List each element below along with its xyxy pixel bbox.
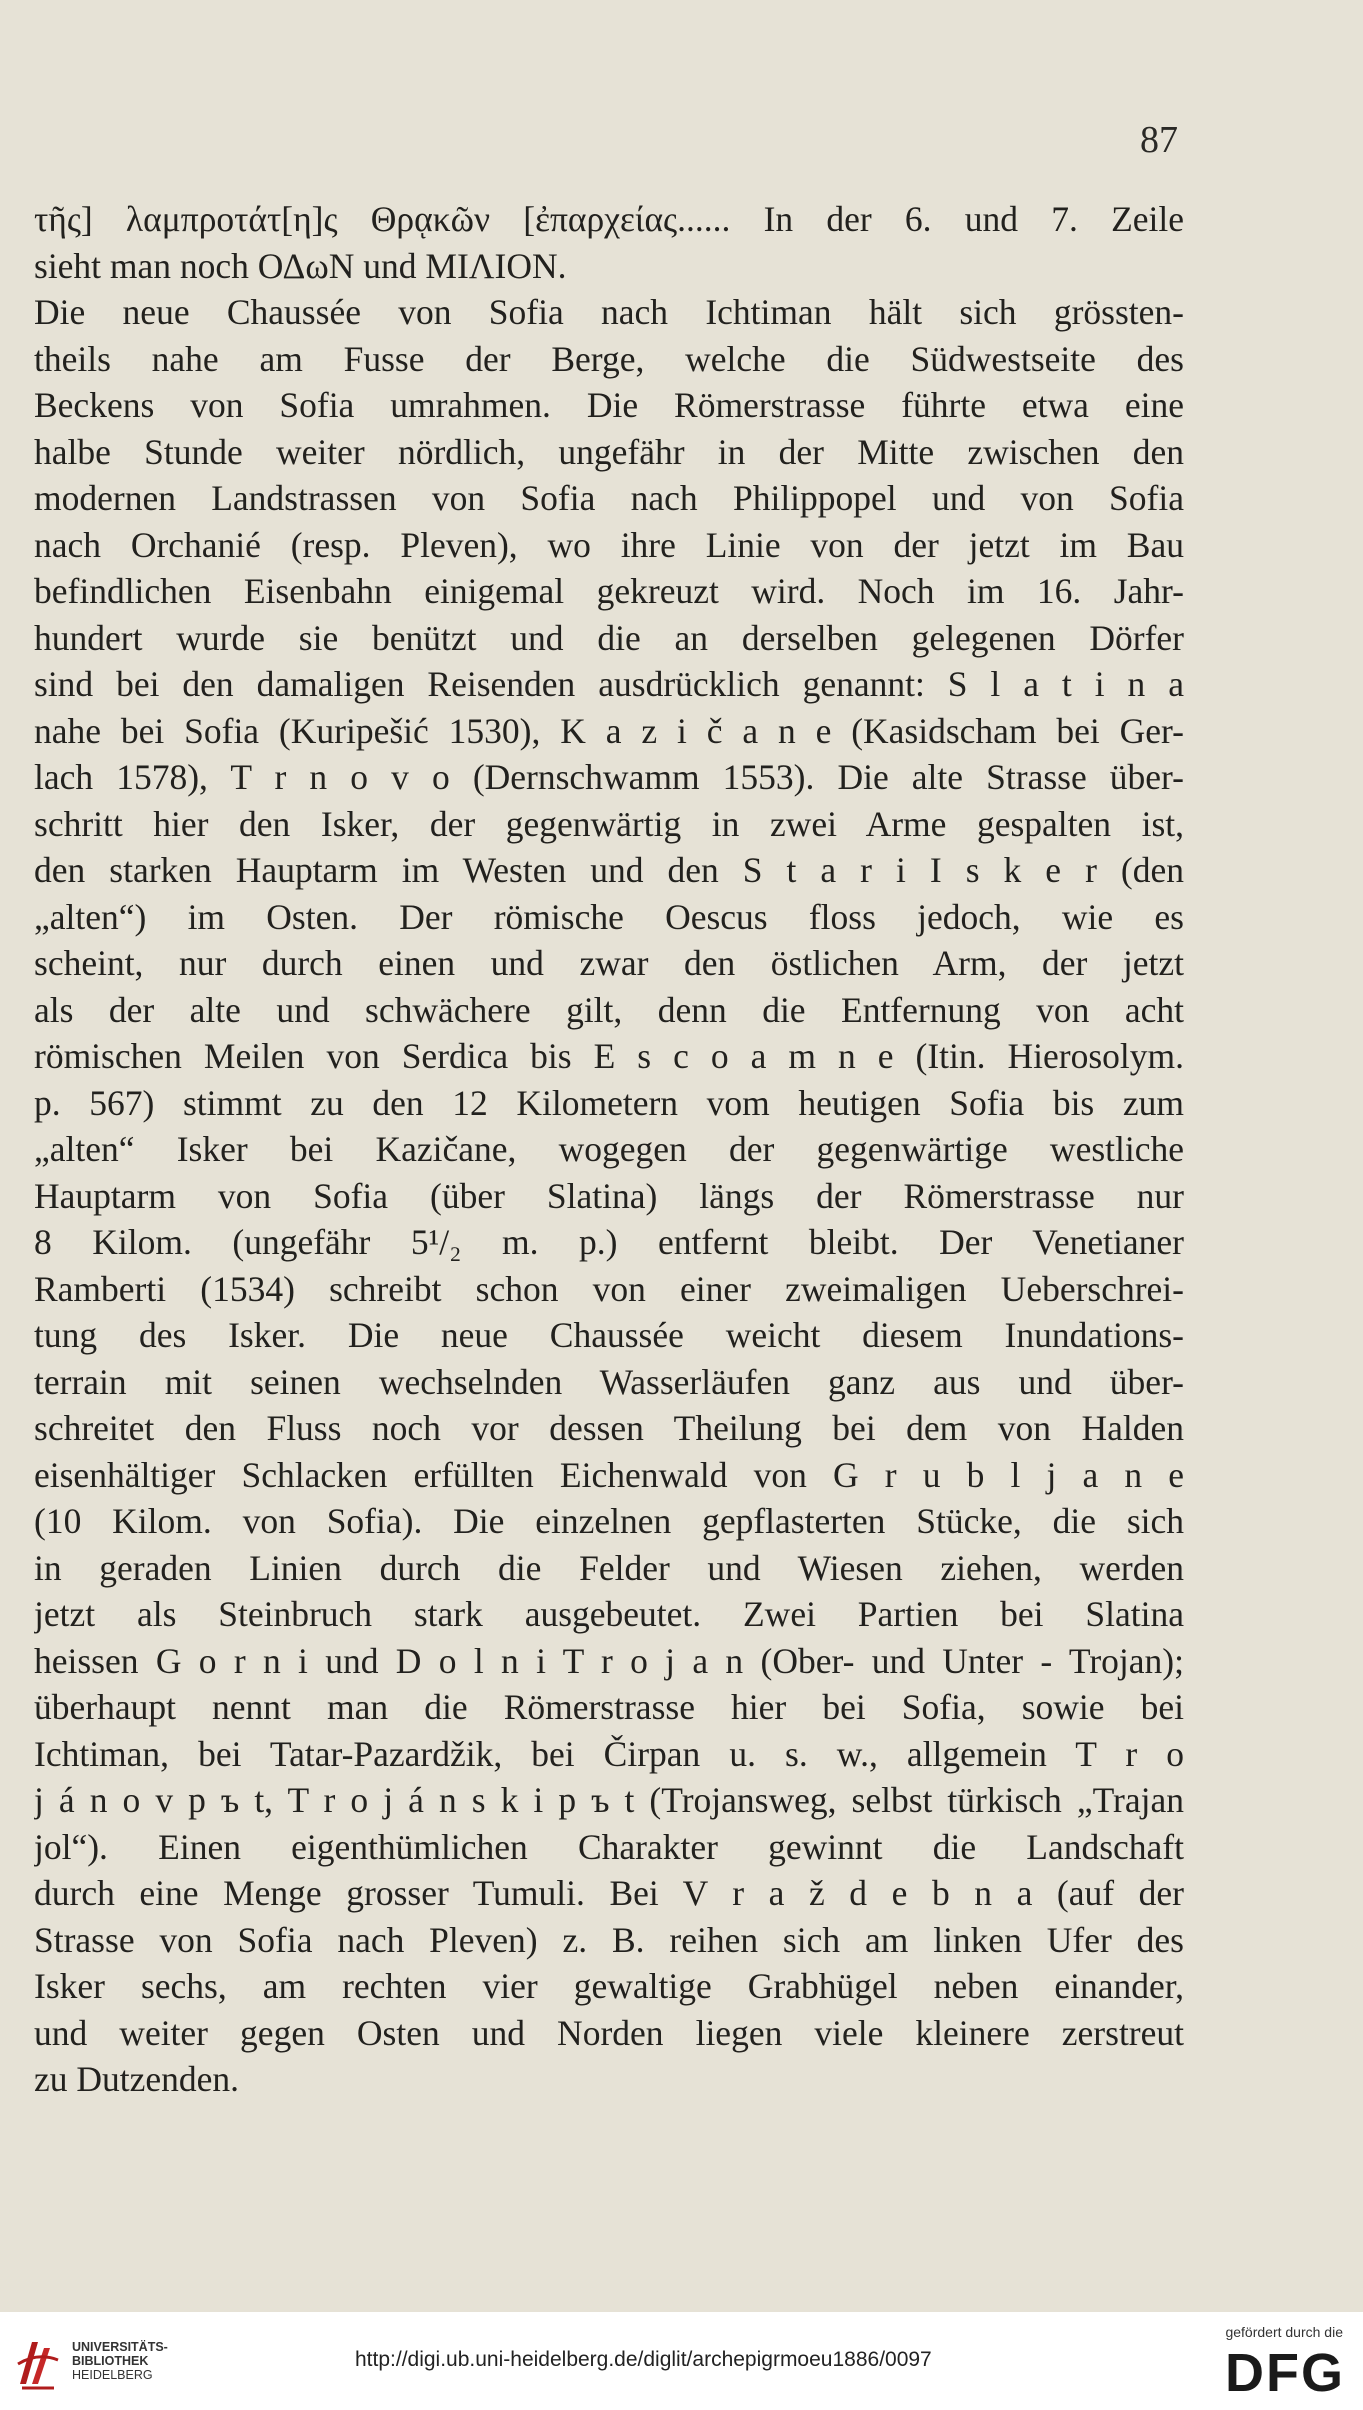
text-line: überhaupt nennt man die Römerstrasse hier bei Sofia, sowie bei <box>34 1687 1184 1727</box>
text-line: römischen Meilen von Serdica bis E s c o a m n e (Itin. Hierosolym. <box>34 1036 1184 1076</box>
text-line: Beckens von Sofia umrahmen. Die Römerstrasse führte etwa eine <box>34 385 1184 425</box>
text-line: schreitet den Fluss noch vor dessen Theilung bei dem von Halden <box>34 1408 1184 1448</box>
text-line: (10 Kilom. von Sofia). Die einzelnen gepflasterten Stücke, die sich <box>34 1501 1184 1541</box>
text-line: „alten“) im Osten. Der römische Oescus floss jedoch, wie es <box>34 896 1184 937</box>
text-line: als der alte und schwächere gilt, denn die Entfernung von acht <box>34 989 1184 1030</box>
viewer-footer <box>0 2312 1363 2410</box>
library-name-line: UNIVERSITÄTS- <box>72 2340 168 2354</box>
university-library-name <box>72 2340 168 2382</box>
text-line: Isker sechs, am rechten vier gewaltige Grabhügel neben einander, <box>34 1966 1184 2006</box>
text-line: sind bei den damaligen Reisenden ausdrücklich genannt: S l a t i n a <box>34 664 1184 704</box>
text-line: jetzt als Steinbruch stark ausgebeutet. Zwei Partien bei Slatina <box>34 1594 1184 1634</box>
text-line: den starken Hauptarm im Westen und den S t a r i I s k e r (den <box>34 850 1184 890</box>
text-line: jol“). Einen eigenthümlichen Charakter gewinnt die Landschaft <box>34 1826 1184 1867</box>
page-number: 87 <box>1140 119 1178 161</box>
text-line: Hauptarm von Sofia (über Slatina) längs der Römerstrasse nur <box>34 1175 1184 1216</box>
text-line: 8 Kilom. (ungefähr 5¹/₂ m. p.) entfernt bleibt. Der Venetianer <box>34 1222 1184 1262</box>
sponsor-caption: gefördert durch die <box>1225 2324 1343 2340</box>
text-line: sieht man noch ΟΔωΝ und ΜΙΛΙΟΝ. <box>34 245 567 286</box>
dfg-logo[interactable]: DFG <box>1225 2343 1345 2403</box>
text-line: hundert wurde sie benützt und die an derselben gelegenen Dörfer <box>34 617 1184 658</box>
text-line: in geraden Linien durch die Felder und Wiesen ziehen, werden <box>34 1547 1184 1588</box>
text-line: schritt hier den Isker, der gegenwärtig in zwei Arme gespalten ist, <box>34 803 1184 844</box>
text-line: zu Dutzenden. <box>34 2059 240 2099</box>
text-line: τῆς] λαμπροτάτ[η]ς Θρᾳκῶν [ἐπαρχείας...... In der 6. und 7. Zeile <box>34 199 1184 239</box>
body-text <box>34 196 1184 2103</box>
text-line: scheint, nur durch einen und zwar den östlichen Arm, der jetzt <box>34 943 1184 983</box>
text-line: „alten“ Isker bei Kazičane, wogegen der gegenwärtige westliche <box>34 1129 1184 1169</box>
permalink-url[interactable]: http://digi.ub.uni-heidelberg.de/diglit/archepigrmoeu1886/0097 <box>355 2348 932 2371</box>
text-line: und weiter gegen Osten und Norden liegen viele kleinere zerstreut <box>34 2012 1184 2053</box>
text-line: tung des Isker. Die neue Chaussée weicht diesem Inundations- <box>34 1315 1184 1355</box>
text-line: Strasse von Sofia nach Pleven) z. B. reihen sich am linken Ufer des <box>34 1919 1184 1960</box>
text-line: Die neue Chaussée von Sofia nach Ichtiman hält sich grössten- <box>34 292 1184 332</box>
library-name-line: HEIDELBERG <box>72 2368 153 2382</box>
text-line: halbe Stunde weiter nördlich, ungefähr in der Mitte zwischen den <box>34 431 1184 472</box>
text-line: p. 567) stimmt zu den 12 Kilometern vom heutigen Sofia bis zum <box>34 1082 1184 1123</box>
text-line: nahe bei Sofia (Kuripešić 1530), K a z i č a n e (Kasidscham bei Ger- <box>34 710 1184 751</box>
text-line: j á n o v p ъ t, T r o j á n s k i p ъ t (Trojansweg, selbst türkisch „Trajan <box>34 1780 1184 1820</box>
text-line: modernen Landstrassen von Sofia nach Philippopel und von Sofia <box>34 478 1184 518</box>
text-line: nach Orchanié (resp. Pleven), wo ihre Linie von der jetzt im Bau <box>34 524 1184 565</box>
university-library-logo-icon[interactable] <box>14 2334 62 2392</box>
text-line: lach 1578), T r n o v o (Dernschwamm 1553). Die alte Strasse über- <box>34 757 1184 797</box>
text-line: terrain mit seinen wechselnden Wasserläufen ganz aus und über- <box>34 1361 1184 1402</box>
text-line: befindlichen Eisenbahn einigemal gekreuzt wird. Noch im 16. Jahr- <box>34 571 1184 611</box>
text-line: Ramberti (1534) schreibt schon von einer zweimaligen Ueberschrei- <box>34 1268 1184 1309</box>
text-line: theils nahe am Fusse der Berge, welche die Südwestseite des <box>34 338 1184 379</box>
text-line: eisenhältiger Schlacken erfüllten Eichenwald von G r u b l j a n e <box>34 1454 1184 1495</box>
library-name-line: BIBLIOTHEK <box>72 2354 149 2368</box>
text-line: Ichtiman, bei Tatar-Pazardžik, bei Čirpan u. s. w., allgemein T r o <box>34 1733 1184 1774</box>
text-line: durch eine Menge grosser Tumuli. Bei V r a ž d e b n a (auf der <box>34 1873 1184 1913</box>
text-line: heissen G o r n i und D o l n i T r o j a n (Ober- und Unter - Trojan); <box>34 1640 1184 1681</box>
